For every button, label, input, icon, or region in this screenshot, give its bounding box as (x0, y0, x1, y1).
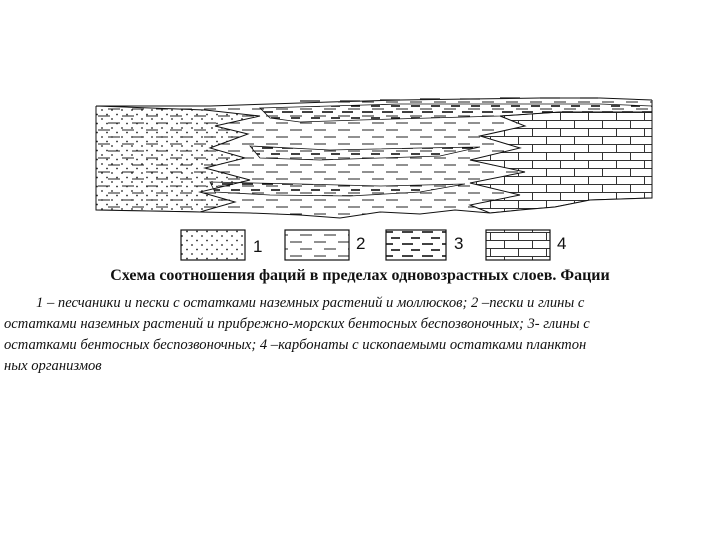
legend-item-3 (386, 230, 463, 260)
caption-line-4: ных организмов (4, 358, 102, 374)
legend-label-2: 2 (356, 234, 366, 253)
caption-title: Схема соотношения фаций в пределах одновозрастных слоев. Фации (110, 267, 610, 284)
legend-item-2 (285, 230, 365, 260)
facies-body (90, 90, 660, 230)
legend-label-3: 3 (454, 234, 464, 253)
legend (181, 230, 566, 260)
caption-line-3: остатками бентосных беспозвоночных; 4 –карбонаты с ископаемыми остатками планктон (4, 337, 587, 353)
legend-item-4 (486, 230, 566, 260)
caption-line-2: остатками наземных растений и прибрежно-морских бентосных беспозвоночных; 3- глины с (4, 316, 590, 332)
legend-item-1 (181, 230, 262, 260)
legend-label-1: 1 (253, 237, 263, 256)
caption-body (4, 293, 714, 377)
caption-line-1: 1 – песчаники и пески с остатками наземных растений и моллюсков; 2 –пески и глины с (36, 295, 585, 311)
facies-diagram (0, 0, 720, 265)
legend-label-4: 4 (557, 234, 567, 253)
